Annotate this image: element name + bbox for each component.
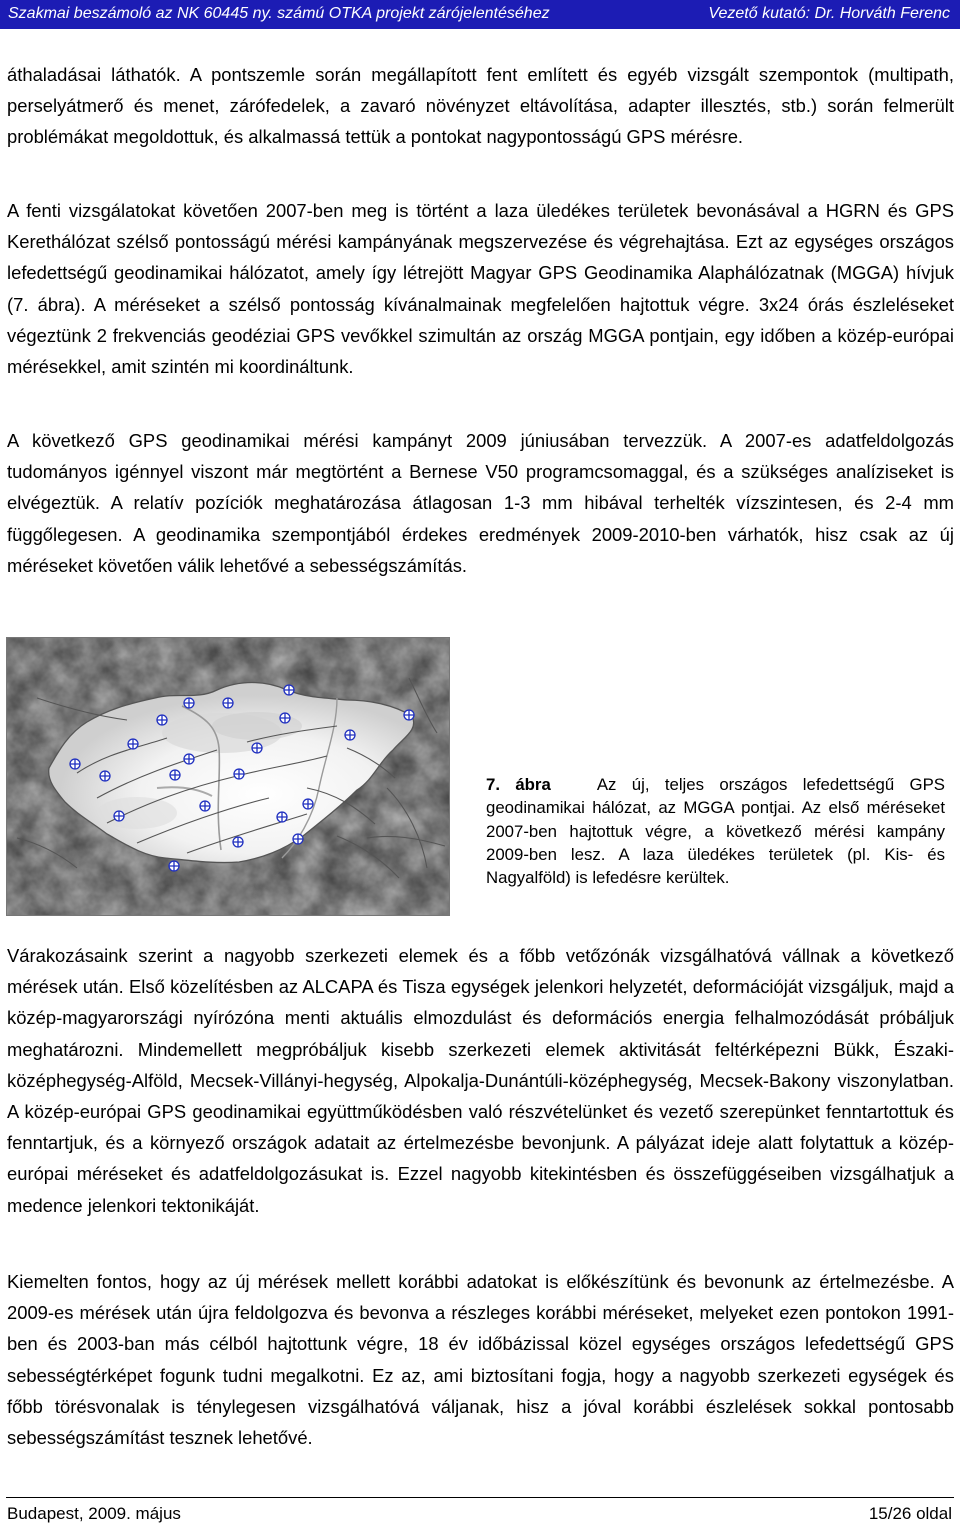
figure-number: 7. ábra [486,775,551,794]
gps-station-marker [114,811,124,821]
header-lead-researcher: Vezető kutató: Dr. Horváth Ferenc [708,5,950,22]
gps-station-marker [100,771,110,781]
gps-station-marker [234,769,244,779]
header-project-title: Szakmai beszámoló az NK 60445 ny. számú OTKA projekt zárójelentéséhez [8,5,550,22]
gps-station-marker [157,715,167,725]
figure-caption-text: Az új, teljes országos lefedettségű GPS geodinamikai hálózat, az MGGA pontjai. Az első méréseket 2007-ben hajtottuk végre, a következő mérési kampány 2009-ben lesz. A laza üledékes területek (pl. Kis- és Nagyalföld) is lefedésre kerültek. [486,775,945,888]
gps-station-marker [170,770,180,780]
gps-station-marker [284,685,294,695]
page-number: 15/26 oldal [868,1504,952,1523]
gps-station-marker [184,754,194,764]
paragraph-3: A következő GPS geodinamikai mérési kampányt 2009 júniusában tervezzük. A 2007-es adatfeldolgozás tudományos igénnyel viszont már megtörtént a Bernese V50 programcsomaggal, és a szükséges analíziseket is elvégeztük. A relatív pozíciók meghatározása átlagosan 1-3 mm hibával terhelték vízszintesen, és 2-4 mm függőlegesen. A geodinamika szempontjából érdekes eredmények 2009-2010-ben várhatók, hisz csak az új méréseket követően válik lehetővé a sebességszámítás. [7,430,954,576]
mgga-network-map [6,637,450,916]
paragraph-1: áthaladásai láthatók. A pontszemle során megállapított fent említett és egyéb vizsgált szempontok (multipath, perselyátmerő és menet, zárófedelek, a zavaró növényzet eltávolítása, adapter illesztés, stb.) során felmerült problémákat megoldottuk, és alkalmassá tettük a pontokat nagypontosságú GPS mérésre. [7,64,954,148]
gps-station-marker [345,730,355,740]
gps-station-marker [280,713,290,723]
gps-station-marker [303,799,313,809]
gps-station-marker [277,812,287,822]
page-footer [0,1497,960,1531]
gps-station-marker [293,834,303,844]
paragraph-4: Várakozásaink szerint a nagyobb szerkezeti elemek és a főbb vetőzónák vizsgálhatóvá vállnak a következő mérések után. Első közelítésben az ALCAPA és Tisza egységek jelenkori helyzetét, deformációját vizsgáljuk, majd a közép-magyarországi nyírózóna menti aktuális elmozdulást és deformációs energia felhalmozódását próbáljuk meghatározni. Mindemellett megpróbáljuk kisebb szerkezeti elemek aktivitását feltérképezni Bükk, Északi-középhegység-Alföld, Mecsek-Villányi-hegység, Alpokalja-Dunántúli-középhegység, Mecsek-Bakony viszonylatban. A közép-európai GPS geodinamikai együttműködésben való részvételünket és vezető szerepünket fenntartottuk és fenntartjuk, és a környező országok adatait az értelmezésbe bevonjunk. A pályázat ideje alatt folytattuk a közép-európai méréseket és adatfeldolgozásukat is. Ezzel nagyobb kitekintésben és összefüggéseiben vizsgálhatjuk a medence jelenkori tektonikáját. [7,945,954,1216]
gps-station-marker [404,710,414,720]
gps-station-marker [223,698,233,708]
paragraph-5: Kiemelten fontos, hogy az új mérések mellett korábbi adatokat is előkészítünk és bevonunk az értelmezésbe. A 2009-es mérések után újra feldolgozva és bevonva a részleges korábbi méréseket, melyeket ezen pontokon 1991-ben és 2003-ban más célból hajtottunk végre, 18 év időbázissal közel egységes országos lefedettségű GPS sebességtérképet fogunk tudni megalkotni. Ez az, ami biztosítani fogja, hogy a nagyobb szerkezeti egységek és főbb törésvonalak is ténylegesen vizsgálhatóvá váljanak, hisz a jóval korábbi észlelések sokkal pontosabb sebességszámítást tesznek lehetővé. [7,1271,954,1449]
gps-station-marker [169,861,179,871]
gps-station-marker [184,698,194,708]
figure-caption [486,773,945,889]
gps-station-marker [252,743,262,753]
gps-station-marker [233,837,243,847]
gps-station-marker [200,801,210,811]
paragraph-2: A fenti vizsgálatokat követően 2007-ben meg is történt a laza üledékes területek bevonásával a HGRN és GPS Kerethálózat szélső pontosságú mérési kampányának megszervezése és végrehajtása. Ezt az egységes országos lefedettségű geodinamikai hálózatot, amely így létrejött Magyar GPS Geodinamika Alaphálózatnak (MGGA) hívjuk (7. ábra). A méréseket a szélső pontosság kívánalmainak megfelelően hajtottuk végre. 3x24 órás észleléseket végeztünk 2 frekvenciás geodéziai GPS vevőkkel szimultán az ország MGGA pontjain, egy időben a közép-európai mérésekkel, amit szintén mi koordináltunk. [7,200,954,378]
gps-station-marker [70,759,80,769]
gps-station-marker [128,739,138,749]
footer-rule [6,1497,954,1498]
page-header [0,0,960,29]
footer-date: Budapest, 2009. május [7,1504,181,1523]
